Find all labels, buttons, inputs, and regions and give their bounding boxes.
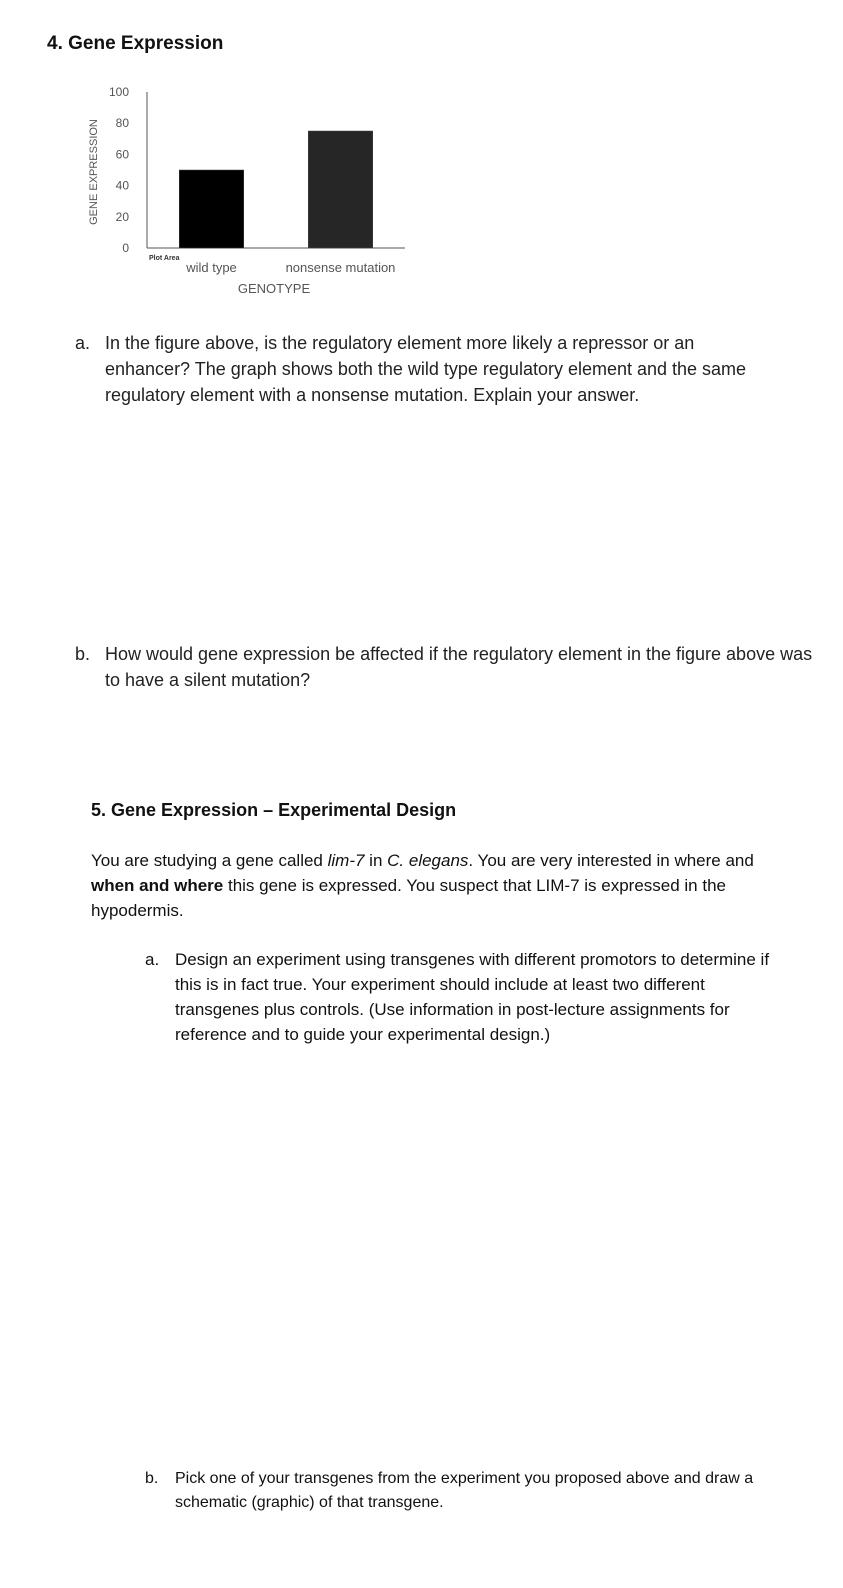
gene-name: lim-7 <box>327 851 365 870</box>
y-tick-label: 100 <box>108 85 129 99</box>
intro-text-continued: . You are very interested in where and <box>468 851 754 870</box>
question-4-title: 4. Gene Expression <box>47 33 224 54</box>
question-5a-text: Design an experiment using transgenes with different promotors to determine if this is in fact true. Your experiment should include at least two different transgenes plus controls. (Use information in post-lecture assignments for reference and to guide your experimental design.) <box>175 950 770 1044</box>
intro-text-start: You are studying a gene called <box>91 851 328 870</box>
question-4a-text: In the figure above, is the regulatory element more likely a repressor or an enhancer? The graph shows both the wild type regulatory element and the same regulatory element with a nonsense mutation. Explain your answer. <box>105 333 747 405</box>
question-4b <box>75 641 815 693</box>
y-tick-label: 40 <box>115 178 129 193</box>
y-tick-label: 20 <box>115 209 129 224</box>
question-4b-text: How would gene expression be affected if the regulatory element in the figure above was to have a silent mutation? <box>105 644 813 690</box>
question-4a-label: a. <box>75 333 91 353</box>
question-4b-label: b. <box>75 644 91 664</box>
y-tick-label: 60 <box>115 147 129 162</box>
organism-name: C. elegans <box>387 851 469 870</box>
x-tick-label: nonsense mutation <box>285 260 396 275</box>
question-5-title: 5. Gene Expression – Experimental Design <box>91 800 457 820</box>
intro-text-mid: in <box>364 851 388 870</box>
question-5b-label: b. <box>145 1470 159 1487</box>
gene-expression-bar-chart <box>80 82 410 297</box>
intro-bold-phrase: when and where <box>91 876 224 895</box>
question-5-intro <box>91 848 771 923</box>
y-tick-label: 80 <box>115 116 129 131</box>
y-tick-label: 0 <box>122 241 129 255</box>
x-tick-label: wild type <box>186 260 237 275</box>
y-axis-title: GENE EXPRESSION <box>88 119 100 225</box>
question-5b <box>145 1467 785 1515</box>
x-axis-title: GENOTYPE <box>237 281 311 296</box>
question-5b-text: Pick one of your transgenes from the experiment you proposed above and draw a schematic (graphic) of that transgene. <box>175 1470 754 1511</box>
bar-nonsense-mutation <box>308 131 373 248</box>
bar-wild-type <box>179 170 244 248</box>
question-4a <box>75 330 775 408</box>
plot-area-label: Plot Area <box>149 255 180 262</box>
question-5a-label: a. <box>145 950 160 969</box>
intro-text-end: this gene is expressed. You suspect that LIM-7 is expressed in the hypodermis. <box>91 876 726 920</box>
question-5a <box>145 947 785 1047</box>
